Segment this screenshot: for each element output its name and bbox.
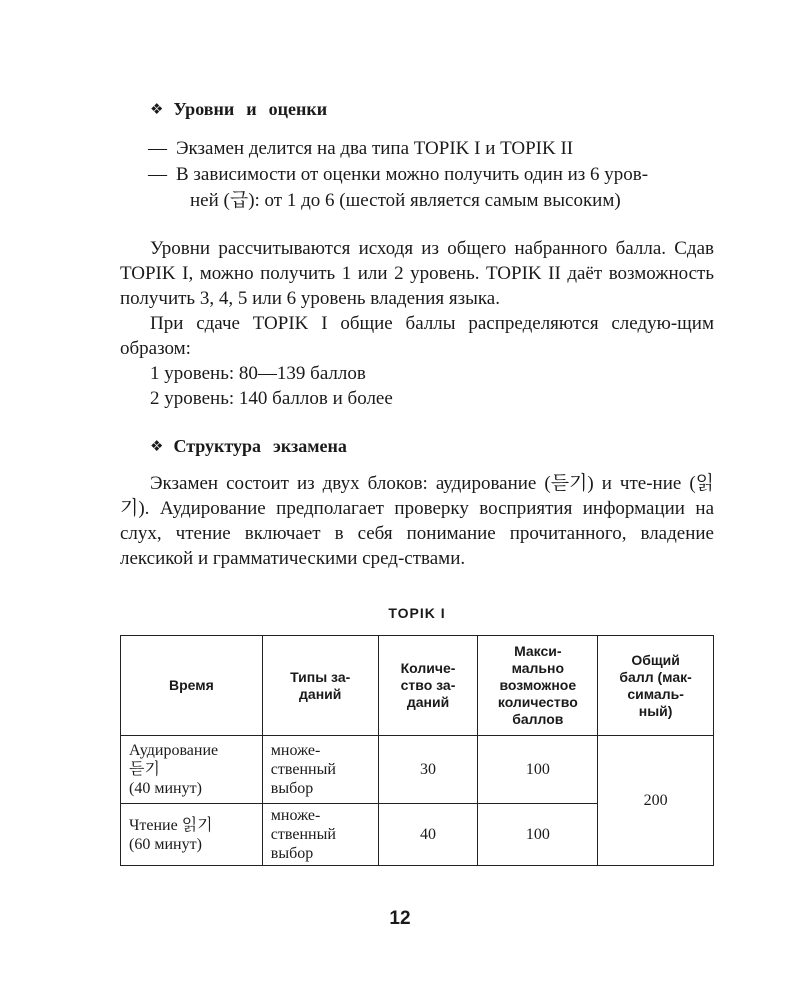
topik-table xyxy=(120,635,714,866)
list-item-continuation: ней (급): от 1 до 6 (шестой является самым высоким) xyxy=(190,190,621,211)
heading-word: Структура xyxy=(173,436,262,456)
list-item xyxy=(120,136,714,162)
paragraph-scores: При сдаче TOPIK I общие баллы распределяются следую-щим образом: xyxy=(120,313,714,359)
dash-list xyxy=(120,136,714,214)
heading-word: оценки xyxy=(268,99,328,119)
type-cell: множе- ственный выбор xyxy=(262,804,378,866)
column-header: Время xyxy=(121,636,263,736)
level-line: 1 уровень: 80—139 баллов xyxy=(150,363,366,384)
heading-word: Уровни xyxy=(173,99,235,119)
heading-word: экзамена xyxy=(273,436,347,456)
paragraph-levels: Уровни рассчитываются исходя из общего набранного балла. Сдав TOPIK I, можно получить 1 или 2 уровень. TOPIK II даёт возможность получить 3, 4, 5 или 6 уровень владения языка. xyxy=(120,238,714,309)
column-header: Общий балл (мак- сималь- ный) xyxy=(598,636,714,736)
column-header: Типы за- даний xyxy=(262,636,378,736)
dash-marker: — xyxy=(148,164,167,185)
list-item xyxy=(120,162,714,214)
count-cell: 40 xyxy=(378,804,478,866)
time-cell: Чтение 읽기 (60 минут) xyxy=(121,804,263,866)
table-title: TOPIK I xyxy=(388,605,446,621)
total-score-cell: 200 xyxy=(598,736,714,866)
column-header: Количе- ство за- даний xyxy=(378,636,478,736)
max-score-cell: 100 xyxy=(478,736,598,804)
list-item-text-block xyxy=(176,162,714,214)
column-header: Макси- мально возможное количество баллов xyxy=(478,636,598,736)
list-item-text: В зависимости от оценки можно получить один из 6 уров- xyxy=(176,164,649,185)
type-cell: множе- ственный выбор xyxy=(262,736,378,804)
count-cell: 30 xyxy=(378,736,478,804)
list-item-text: Экзамен делится на два типа TOPIK I и TOPIK II xyxy=(176,138,574,159)
dash-marker: — xyxy=(148,138,167,159)
diamond-bullet-icon: ❖ xyxy=(150,100,164,118)
section-heading-structure xyxy=(150,433,714,459)
table-header-row xyxy=(121,636,714,736)
table-row xyxy=(121,736,714,804)
section-heading-levels xyxy=(150,96,714,122)
paragraph-structure: Экзамен состоит из двух блоков: аудирование (듣기) и чте-ние (읽기). Аудирование предполагает проверку восприятия информации на слух, чтение включает в себя понимание прочитанного, владение лексикой и грамматическими сред-ствами. xyxy=(120,473,714,569)
diamond-bullet-icon: ❖ xyxy=(150,437,164,455)
max-score-cell: 100 xyxy=(478,804,598,866)
page-content xyxy=(120,96,714,866)
level-line: 2 уровень: 140 баллов и более xyxy=(150,388,393,409)
time-cell: Аудирование 듣기 (40 минут) xyxy=(121,736,263,804)
page-number: 12 xyxy=(389,908,411,929)
heading-word: и xyxy=(246,99,257,119)
